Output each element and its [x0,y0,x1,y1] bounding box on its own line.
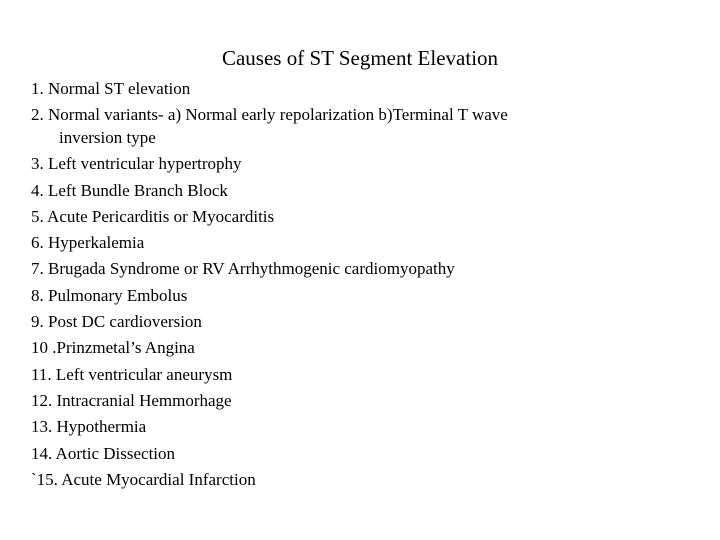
list-item: 7. Brugada Syndrome or RV Arrhythmogenic cardiomyopathy [31,259,455,279]
causes-list [31,76,711,493]
slide-title [0,45,720,71]
list-item: 1. Normal ST elevation [31,79,191,98]
list-item-line: 2. Normal variants- a) Normal early repolarization b)Terminal T wave [31,105,508,125]
list-item: 13. Hypothermia [31,417,147,437]
list-item: 6. Hyperkalemia [31,233,145,253]
list-item: 14. Aortic Dissection [31,443,176,463]
list-item: 4. Left Bundle Branch Block [31,180,228,200]
list-item: 12. Intracranial Hemmorhage [31,390,232,410]
list-item: `15. Acute Myocardial Infarction [31,469,256,489]
list-item-continuation: inversion type [59,128,156,148]
list-item: 5. Acute Pericarditis or Myocarditis [31,206,275,226]
list-item: 11. Left ventricular aneurysm [31,364,233,384]
list-item [31,102,711,148]
list-item: 10 .Prinzmetal’s Angina [31,338,195,358]
list-item: 8. Pulmonary Embolus [31,285,188,305]
slide-title-text: Causes of ST Segment Elevation [221,46,499,70]
list-item: 3. Left ventricular hypertrophy [31,154,242,174]
list-item: 9. Post DC cardioversion [31,312,202,332]
